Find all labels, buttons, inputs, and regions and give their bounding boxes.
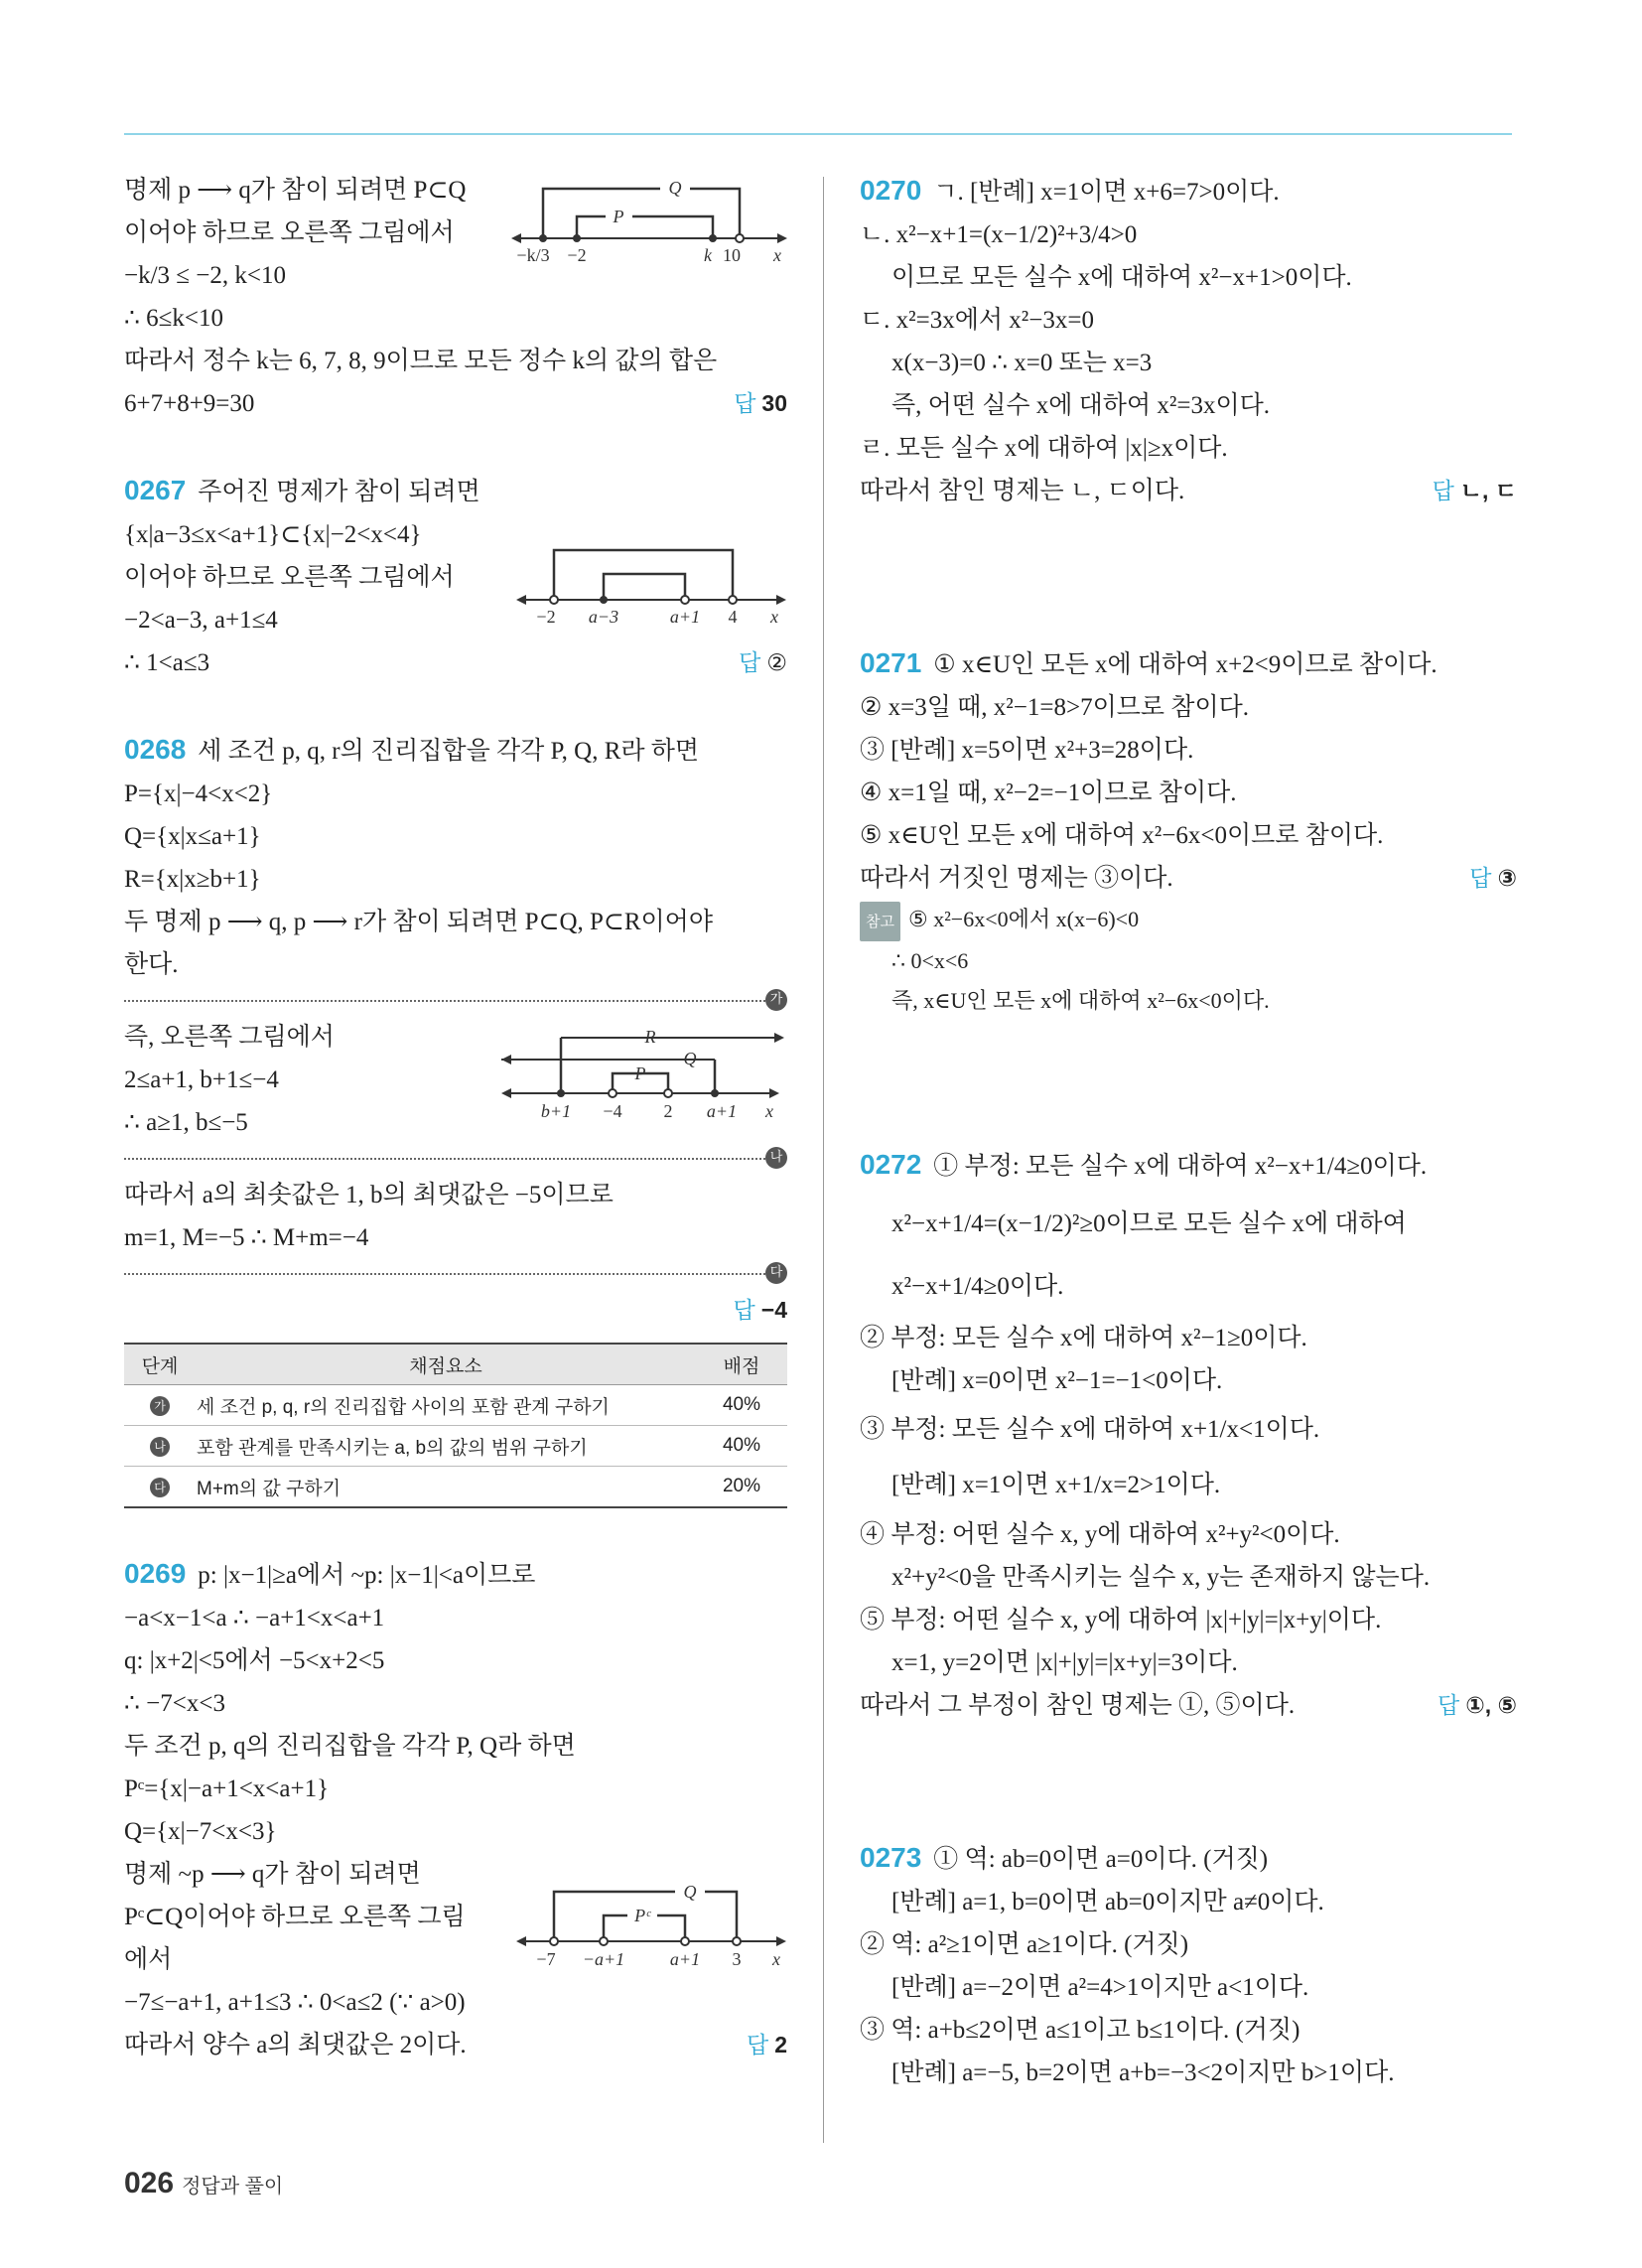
text-line-content: ① 부정: 모든 실수 x에 대하여 x²−x+1/4≥0이다. — [933, 1153, 1428, 1180]
text-line-content: p: |x−1|≥a에서 ~p: |x−1|<a이므로 — [198, 1562, 536, 1589]
step-marker: 가 — [150, 1396, 170, 1416]
problem-0273-solution — [860, 1836, 1517, 2094]
text-line-content: 주어진 명제가 참이 되려면 — [198, 479, 480, 505]
problem-0269-solution — [124, 1552, 787, 2066]
set-label-q: Q — [683, 1049, 697, 1068]
answer — [1469, 857, 1517, 900]
set-label-r: R — [644, 1027, 656, 1047]
axis-label: x — [772, 1949, 780, 1969]
text-line: 명제 ~p ⟶ q가 참이 되려면 — [124, 1861, 421, 1888]
text-line — [124, 1552, 787, 1597]
scoring-table — [124, 1343, 787, 1508]
answer — [734, 1289, 787, 1332]
text-line: 명제 p ⟶ q가 참이 되려면 P⊂Q — [124, 177, 467, 204]
text-line: Q={x|x≤a+1} — [124, 823, 261, 850]
axis-label: x — [773, 245, 781, 265]
text-line-content: ① x∈U인 모든 x에 대하여 x+2<9이므로 참이다. — [933, 651, 1437, 678]
table-row — [124, 1426, 787, 1467]
text-line: 따라서 a의 최솟값은 1, b의 최댓값은 −5이므로 — [124, 1182, 614, 1208]
text-line: ㄹ. 모든 실수 x에 대하여 |x|≥x이다. — [860, 435, 1228, 462]
answer-value: ③ — [1497, 865, 1517, 891]
answer-label: 답 — [1469, 865, 1492, 891]
set-label-q: Q — [683, 1882, 697, 1902]
text-line: [반례] x=1이면 x+1/x=2>1이다. — [891, 1472, 1221, 1498]
answer-value: ①, ⑤ — [1465, 1692, 1517, 1718]
text-line: ④ x=1일 때, x²−2=−1이므로 참이다. — [860, 780, 1237, 806]
text-line: x²−x+1/4≥0이다. — [891, 1273, 1064, 1300]
text-line-content: 따라서 참인 명제는 ㄴ, ㄷ이다. — [860, 478, 1185, 504]
problem-number: 0268 — [124, 734, 187, 765]
page-footer — [124, 2167, 283, 2200]
problem-number: 0272 — [860, 1149, 922, 1180]
set-label-p: P — [613, 207, 624, 226]
text-line-content: 따라서 거짓인 명제는 ③이다. — [860, 865, 1173, 892]
text-line — [124, 382, 787, 425]
step-marker: 나 — [765, 1147, 787, 1169]
text-line: 이어야 하므로 오른쪽 그림에서 — [124, 219, 455, 246]
number-line-diagram — [511, 177, 789, 286]
text-line-content: 6+7+8+9=30 — [124, 390, 255, 417]
tick-label: 4 — [728, 607, 738, 627]
text-line: {x|a−3≤x<a+1}⊂{x|−2<x<4} — [124, 521, 422, 548]
answer-label: 답 — [734, 390, 756, 416]
tick-label: −2 — [567, 245, 587, 265]
table-cell: 40% — [696, 1385, 787, 1426]
table-cell: M+m의 값 구하기 — [196, 1467, 696, 1508]
axis-label: x — [770, 607, 778, 627]
text-line: [반례] a=−2이면 a²=4>1이지만 a<1이다. — [891, 1974, 1309, 2001]
answer-label: 답 — [1432, 478, 1454, 503]
text-line: ∴ a≥1, b≤−5 — [124, 1109, 248, 1136]
table-cell: 40% — [696, 1426, 787, 1467]
tick-label: −4 — [603, 1101, 622, 1121]
answer-label: 답 — [739, 649, 761, 675]
text-line: 이므로 모든 실수 x에 대하여 x²−x+1>0이다. — [891, 264, 1352, 291]
text-line — [860, 470, 1517, 512]
text-line: −2<a−3, a+1≤4 — [124, 607, 278, 634]
step-divider — [124, 986, 787, 1016]
text-line-content: 따라서 양수 a의 최댓값은 2이다. — [124, 2032, 467, 2058]
text-line: 두 명제 p ⟶ q, p ⟶ r가 참이 되려면 P⊂Q, P⊂R이어야 — [124, 909, 713, 935]
answer-label: 답 — [733, 1297, 755, 1323]
text-line: −k/3 ≤ −2, k<10 — [124, 262, 286, 289]
text-line — [860, 1140, 1517, 1192]
text-line: 한다. — [124, 951, 179, 978]
answer-value: ㄴ, ㄷ — [1459, 478, 1517, 503]
step-marker: 나 — [150, 1437, 170, 1457]
set-label-p: P — [634, 1063, 646, 1083]
text-line: Pᶜ⊂Q이어야 하므로 오른쪽 그림 — [124, 1904, 466, 1930]
text-line: x²−x+1/4=(x−1/2)²≥0이므로 모든 실수 x에 대하여 — [891, 1210, 1407, 1237]
answer-value: −4 — [760, 1297, 787, 1323]
text-line: 2≤a+1, b+1≤−4 — [124, 1066, 279, 1093]
right-column — [860, 169, 1517, 2094]
text-line: x²+y²<0을 만족시키는 실수 x, y는 존재하지 않는다. — [891, 1564, 1431, 1591]
text-line: 따라서 정수 k는 6, 7, 8, 9이므로 모든 정수 k의 값의 합은 — [124, 348, 718, 374]
left-column — [124, 169, 787, 2066]
text-line: ⑤ 부정: 어떤 실수 x, y에 대하여 |x|+|y|=|x+y|이다. — [860, 1607, 1382, 1633]
text-line: ㄷ. x²=3x에서 x²−3x=0 — [860, 307, 1094, 334]
text-line — [860, 169, 1517, 213]
text-line: ② x=3일 때, x²−1=8>7이므로 참이다. — [860, 694, 1250, 721]
text-line: 두 조건 p, q의 진리집합을 각각 P, Q라 하면 — [124, 1733, 576, 1760]
text-line: [반례] a=−5, b=2이면 a+b=−3<2이지만 b>1이다. — [891, 2059, 1395, 2086]
number-line-diagram — [501, 1018, 789, 1132]
answer — [1433, 470, 1517, 512]
text-line-content: ㄱ. [반례] x=1이면 x+6=7>0이다. — [933, 179, 1280, 206]
table-cell: 포함 관계를 만족시키는 a, b의 값의 범위 구하기 — [196, 1426, 696, 1467]
text-line: 즉, 어떤 실수 x에 대하여 x²=3x이다. — [891, 392, 1270, 419]
text-line — [124, 2024, 787, 2066]
table-header: 채점요소 — [196, 1344, 696, 1385]
number-line-diagram — [516, 540, 789, 635]
tick-label: 2 — [663, 1101, 673, 1121]
tick-label: a+1 — [706, 1101, 738, 1121]
number-line-diagram — [516, 1880, 789, 1984]
problem-0266-solution — [124, 169, 787, 425]
answer-label: 답 — [1437, 1692, 1460, 1718]
text-line — [124, 728, 787, 773]
text-line: ∴ −7<x<3 — [124, 1690, 225, 1717]
axis-label: x — [765, 1101, 773, 1121]
text-line: ③ 역: a+b≤2이면 a≤1이고 b≤1이다. (거짓) — [860, 2017, 1300, 2044]
text-line — [860, 857, 1517, 900]
text-line: −7≤−a+1, a+1≤3 ∴ 0<a≤2 (∵ a>0) — [124, 1989, 466, 2016]
page-number: 026 — [124, 2167, 175, 2199]
step-marker: 다 — [150, 1478, 170, 1497]
tick-label: 3 — [732, 1949, 742, 1969]
text-line: ④ 부정: 어떤 실수 x, y에 대하여 x²+y²<0이다. — [860, 1521, 1340, 1548]
text-line: ③ [반례] x=5이면 x²+3=28이다. — [860, 737, 1194, 764]
top-rule — [124, 133, 1512, 135]
text-line: −a<x−1<a ∴ −a+1<x<a+1 — [124, 1605, 385, 1631]
note-line: 즉, x∈U인 모든 x에 대하여 x²−6x<0이다. — [891, 988, 1270, 1013]
tick-label: 10 — [723, 245, 741, 265]
text-line — [124, 641, 787, 684]
text-line: ㄴ. x²−x+1=(x−1/2)²+3/4>0 — [860, 221, 1138, 248]
problem-number: 0273 — [860, 1842, 922, 1873]
tick-label: −7 — [536, 1949, 556, 1969]
table-cell: 세 조건 p, q, r의 진리집합 사이의 포함 관계 구하기 — [196, 1385, 696, 1426]
problem-number: 0270 — [860, 175, 922, 206]
text-line — [860, 641, 1517, 686]
text-line: [반례] a=1, b=0이면 ab=0이지만 a≠0이다. — [891, 1889, 1324, 1915]
note-tag: 참고 — [860, 902, 900, 941]
problem-0268-solution — [124, 728, 787, 1508]
tick-label: b+1 — [540, 1101, 572, 1121]
text-line: ∴ 6≤k<10 — [124, 305, 223, 332]
text-line-content: 세 조건 p, q, r의 진리집합을 각각 P, Q, R라 하면 — [198, 738, 700, 765]
set-label-pc: Pᶜ — [634, 1906, 650, 1925]
text-line: Q={x|−7<x<3} — [124, 1818, 277, 1845]
text-line: 에서 — [124, 1946, 173, 1973]
text-line: ② 부정: 모든 실수 x에 대하여 x²−1≥0이다. — [860, 1325, 1307, 1351]
problem-0271-solution — [860, 641, 1517, 1021]
text-line: q: |x+2|<5에서 −5<x+2<5 — [124, 1647, 385, 1674]
table-row — [124, 1385, 787, 1426]
problem-0267-solution — [124, 469, 787, 684]
text-line — [860, 1836, 1517, 1881]
note-line — [860, 900, 1517, 941]
table-row — [124, 1467, 787, 1508]
table-header: 단계 — [124, 1344, 196, 1385]
problem-number: 0267 — [124, 475, 187, 505]
tick-label: k — [704, 245, 712, 265]
problem-number: 0271 — [860, 647, 922, 678]
text-line-content: 따라서 그 부정이 참인 명제는 ①, ⑤이다. — [860, 1692, 1296, 1719]
answer-line — [124, 1289, 787, 1335]
tick-label: −a+1 — [582, 1949, 625, 1969]
text-line: ⑤ x∈U인 모든 x에 대하여 x²−6x<0이므로 참이다. — [860, 822, 1384, 849]
problem-0270-solution — [860, 169, 1517, 512]
problem-0272-solution — [860, 1140, 1517, 1727]
set-label-q: Q — [668, 178, 682, 198]
table-cell: 20% — [696, 1467, 787, 1508]
answer-value: 2 — [774, 2032, 787, 2057]
answer-value: 30 — [761, 390, 787, 416]
text-line: P={x|−4<x<2} — [124, 780, 273, 807]
answer — [1437, 1684, 1517, 1727]
step-marker: 다 — [765, 1262, 787, 1284]
text-line: 즉, 오른쪽 그림에서 — [124, 1024, 335, 1051]
text-line: ③ 부정: 모든 실수 x에 대하여 x+1/x<1이다. — [860, 1416, 1320, 1443]
text-line: [반례] x=0이면 x²−1=−1<0이다. — [891, 1367, 1223, 1394]
text-line: Pᶜ={x|−a+1<x<a+1} — [124, 1775, 330, 1802]
problem-number: 0269 — [124, 1558, 187, 1589]
step-divider — [124, 1144, 787, 1174]
text-line: x(x−3)=0 ∴ x=0 또는 x=3 — [891, 350, 1153, 376]
tick-label: a+1 — [669, 1949, 701, 1969]
text-line — [860, 1684, 1517, 1727]
text-line: m=1, M=−5 ∴ M+m=−4 — [124, 1224, 369, 1251]
tick-label: a+1 — [669, 607, 701, 627]
text-line-content: ∴ 1<a≤3 — [124, 649, 210, 676]
tick-label: −2 — [536, 607, 556, 627]
text-line-content: ① 역: ab=0이면 a=0이다. (거짓) — [933, 1846, 1269, 1873]
answer — [734, 382, 787, 425]
note-text: ⑤ x²−6x<0에서 x(x−6)<0 — [907, 907, 1140, 931]
column-divider — [823, 177, 824, 2143]
text-line — [124, 469, 787, 513]
step-marker: 가 — [765, 989, 787, 1011]
tick-label: a−3 — [588, 607, 619, 627]
text-line: 이어야 하므로 오른쪽 그림에서 — [124, 564, 455, 591]
tick-label: −k/3 — [516, 245, 550, 265]
table-header: 배점 — [696, 1344, 787, 1385]
answer — [747, 2024, 787, 2066]
note-line: ∴ 0<x<6 — [891, 948, 969, 973]
text-line: ② 역: a²≥1이면 a≥1이다. (거짓) — [860, 1931, 1189, 1958]
step-divider — [124, 1259, 787, 1289]
text-line: R={x|x≥b+1} — [124, 866, 261, 893]
answer — [739, 641, 787, 684]
footer-title: 정답과 풀이 — [182, 2176, 284, 2197]
answer-label: 답 — [746, 2032, 769, 2057]
text-line: x=1, y=2이면 |x|+|y|=|x+y|=3이다. — [891, 1649, 1238, 1676]
answer-value: ② — [766, 649, 787, 675]
